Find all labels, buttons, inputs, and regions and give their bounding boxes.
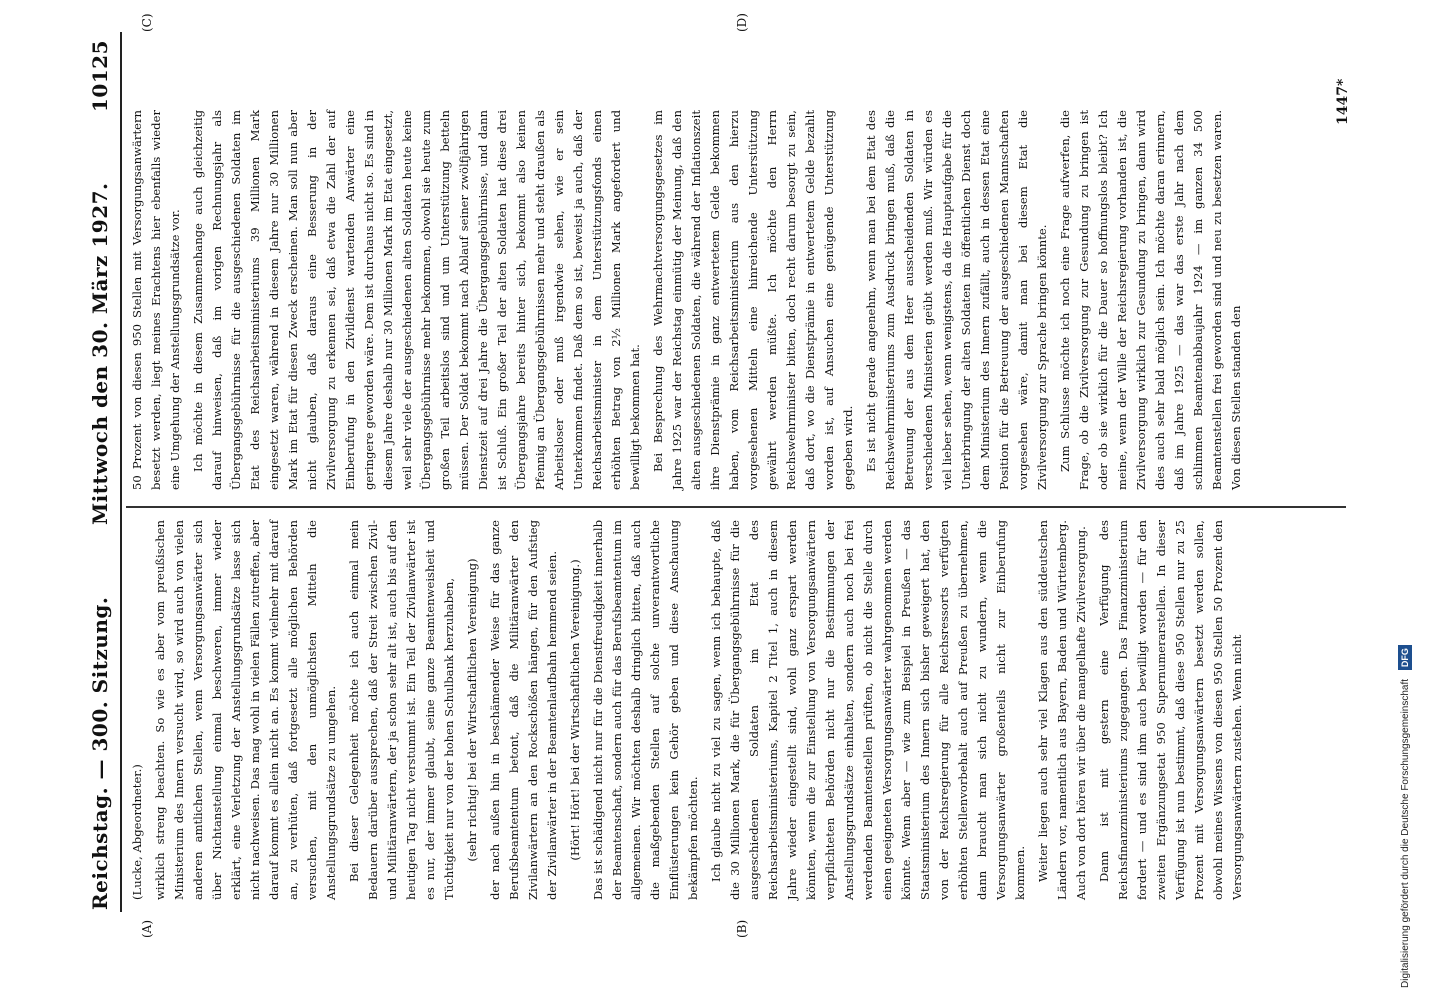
page-header: [88, 40, 118, 910]
paragraph: der nach außen hin in beschämender Weise für das ganze Berufsbeamtentum betont, daß die Militäranwärter den Zivilanwärtern an den Rockschößen hängen, für den Aufstieg der Zivilanwärter in der Beamtenlaufbahn hemmend seien.: [488, 520, 559, 900]
signature-mark: 1447*: [1335, 78, 1351, 125]
interjection: (Hört! Hört! bei der Wirtschaftlichen Vereinigung.): [568, 559, 582, 861]
margin-marker-c: (C): [140, 13, 154, 32]
margin-marker-d: (D): [735, 13, 749, 32]
header-rule: [120, 32, 122, 912]
paragraph: Bei Besprechung des Wehrmachtversorgungsgesetzes im Jahre 1925 war der Reichstag einmütig der Meinung, daß den alten ausgeschiedenen Soldaten, die während der Inflationszeit ihre Dienstprämie in ganz entwertetem Gelde bekommen haben, vom Reichsarbeitsministerium aus den hierzu vorgesehenen Mitteln eine hinreichende Unterstützung gewährt werden müßte. Ich möchte den Herrn Reichswehrminister bitten, doch recht darum besorgt zu sein, daß dort, wo die Dienstprämie in entwertetem Gelde bezahlt worden ist, auf Ansuchen eine genügende Unterstützung gegeben wird.: [651, 110, 855, 490]
paragraph: Bei dieser Gelegenheit möchte ich auch einmal mein Bedauern darüber aussprechen, daß der Streit zwischen Zivil- und Militäranwärtern, der ja schon sehr alt ist, auch bis auf den heutigen Tag nicht verstummt ist. Ein Teil der Zivilanwärter ist es nur, der immer glaubt, seine ganze Beamtenweisheit und Tüchtigkeit nur von der hohen Schulbank herzuhaben,: [347, 520, 456, 900]
paragraph: Es ist nicht gerade angenehm, wenn man bei dem Etat des Reichswehrministeriums zum Ausdruck bringen muß, daß die Betreuung der aus dem Heer ausscheidenden Soldaten in verschiedenen Ministerien geübt werden muß. Wir würden es viel lieber sehen, wenn wenigstens, da die Hauptaufgabe für die Unterbringung der alten Soldaten im öffentlichen Dienst doch dem Ministerium des Innern zufällt, auch in dessen Etat eine Position für die Betreuung der ausgeschiedenen Mannschaften vorgesehen wäre, damit man bei diesem Etat die Zivilversorgung zur Sprache bringen könnte.: [864, 110, 1049, 490]
digitization-text: Digitalisierung gefördert durch die Deutsche Forschungsgemeinschaft: [1400, 678, 1411, 988]
column-divider: [126, 507, 1346, 509]
paragraph: Ich glaube nicht zu viel zu sagen, wenn ich behaupte, daß die 30 Millionen Mark, die für Übergangsgebührnisse für die ausgeschiedenen Soldaten im Etat des Reichsarbeitsministeriums, Kapitel 2 Titel 1, auch in diesem Jahre wieder eingestellt sind, wohl ganz erspart werden könnten, wenn die zur Einstellung von Versorgungsanwärtern verpflichteten Behörden nicht nur die Bestimmungen der Anstellungsgrundsätze einhalten, sondern auch noch bei frei werdenden Beamtenstellen prüften, ob nicht die Stelle durch einen geeigneten Versorgungsanwärter wahrgenommen werden könnte. Wenn aber — wie zum Beispiel in Preußen — das Staatsministerium des Innern sich bisher geweigert hat, den von der Reichsregierung für alle Reichsressorts verfügten erhöhten Stellenvorbehalt auch auf Preußen zu übernehmen, dann braucht man sich nicht zu wundern, wenn die Versorgungsanwärter großenteils nicht zur Einberufung kommen.: [709, 520, 1027, 900]
paragraph: wirklich streng beachten. So wie es aber vom preußischen Ministerium des Innern versucht wird, so wird auch von vielen anderen amtlichen Stellen, wenn Versorgungsanwärter sich über Nichtanstellung einmal beschweren, immer wieder erklärt, eine Verletzung der Anstellungsgrundsätze lasse sich nicht nachweisen. Das mag wohl in vielen Fällen zutreffen, aber darauf kommt es allein nicht an. Es kommt vielmehr mit darauf an, zu verhüten, daß fortgesetzt alle möglichen Behörden versuchen, mit den unmöglichsten Mitteln die Anstellungsgrundsätze zu umgehen.: [153, 520, 338, 900]
right-column: [128, 110, 1250, 490]
left-column: [128, 520, 1251, 900]
paragraph: Zum Schlusse möchte ich noch eine Frage aufwerfen, die Frage, ob die Zivilversorgung zur Gesundung zu bringen ist oder ob sie wirklich für die Dauer so hoffnungslos bleibt? Ich meine, wenn der Wille der Reichsregierung vorhanden ist, die Zivilversorgung wirklich zur Gesundung zu bringen, dann wird dies auch sehr bald möglich sein. Ich möchte daran erinnern, daß im Jahre 1925 — das war das erste Jahr nach dem schlimmen Beamtenabbaujahr 1924 — im ganzen 34 500 Beamtenstellen frei geworden sind und neu zu besetzen waren. Von diesen Stellen standen den: [1058, 110, 1243, 490]
header-date: Mittwoch den 30. März 1927.: [88, 182, 112, 525]
paragraph: Weiter liegen auch sehr viel Klagen aus den süddeutschen Ländern vor, namentlich aus Bayern, Baden und Württemberg. Auch von dort hören wir über die mangelhafte Zivilversorgung.: [1036, 520, 1088, 900]
dfg-logo: DFG: [1398, 645, 1412, 670]
digitization-note: [1395, 12, 1417, 988]
margin-marker-a: (A): [140, 919, 154, 938]
header-page-number: 10125: [88, 40, 112, 113]
paragraph: Ich möchte in diesem Zusammenhange auch gleichzeitig darauf hinweisen, daß im vorigen Rechnungsjahr als Übergangsgebührnisse für die ausgeschiedenen Soldaten im Etat des Reichsarbeitsministeriums 39 Millionen Mark eingesetzt waren, während in diesem Jahre nur 30 Millionen Mark im Etat für diesen Zweck erscheinen. Man soll nun aber nicht glauben, daß daraus eine Besserung in der Zivilversorgung zu erkennen sei, daß etwa die Zahl der auf Einberufung in den Zivildienst wartenden Anwärter eine geringere geworden wäre. Dem ist durchaus nicht so. Es sind in diesem Jahre deshalb nur 30 Millionen Mark im Etat eingesetzt, weil sehr viele der ausgeschiedenen alten Soldaten heute keine Übergangsgebührnisse mehr bekommen, obwohl sie heute zum großen Teil arbeitslos sind und um Unterstützung betteln müssen. Der Soldat bekommt nach Ablauf seiner zwölfjährigen Dienstzeit auf drei Jahre die Übergangsgebührnisse, und dann ist Schluß. Ein großer Teil der alten Soldaten hat diese drei Übergangsjahre bereits hinter sich, bekommt also keinen Pfennig an Übergangsgebührnissen mehr und steht draußen als Arbeitsloser oder muß irgendwie sehen, wie er sein Unterkommen findet. Daß dem so ist, beweist ja auch, daß der Reichsarbeitsminister in dem Unterstützungsfonds einen erhöhten Betrag von 2½ Millionen Mark angefordert und bewilligt bekommen hat.: [191, 110, 642, 490]
interjection: (sehr richtig! bei der Wirtschaftlichen Vereinigung): [465, 558, 479, 862]
paragraph: Das ist schädigend nicht nur für die Dienstfreudigkeit innerhalb der Beamtenschaft, sondern auch für das Berufsbeamtentum im allgemeinen. Wir möchten deshalb dringlich bitten, daß auch die maßgebenden Stellen auf solche unverantwortliche Einflüsterungen kein Gehör geben und diese Anschauung bekämpfen möchten.: [591, 520, 700, 900]
header-session: Reichstag. — 300. Sitzung.: [88, 596, 112, 910]
speaker-line: (Lucke, Abgeordneter.): [130, 764, 144, 900]
paragraph: Dann ist mit gestern eine Verfügung des Reichsfinanzministeriums zugegangen. Das Finanzministerium fordert — und es sind ihm auch bewilligt worden — für den zweiten Ergänzungsetat 950 Supernumerarstellen. In dieser Verfügung ist nun bestimmt, daß diese 950 Stellen nur zu 25 Prozent mit Versorgungsanwärtern besetzt werden sollen, obwohl meines Wissens von diesen 950 Stellen 50 Prozent den Versorgungsanwärtern zustehen. Wenn nicht: [1097, 520, 1244, 900]
margin-marker-b: (B): [735, 919, 749, 938]
paragraph: 50 Prozent von diesen 950 Stellen mit Versorgungsanwärtern besetzt werden, liegt meines Erachtens hier ebenfalls wieder eine Umgehung der Anstellungsgrundsätze vor.: [130, 110, 182, 490]
